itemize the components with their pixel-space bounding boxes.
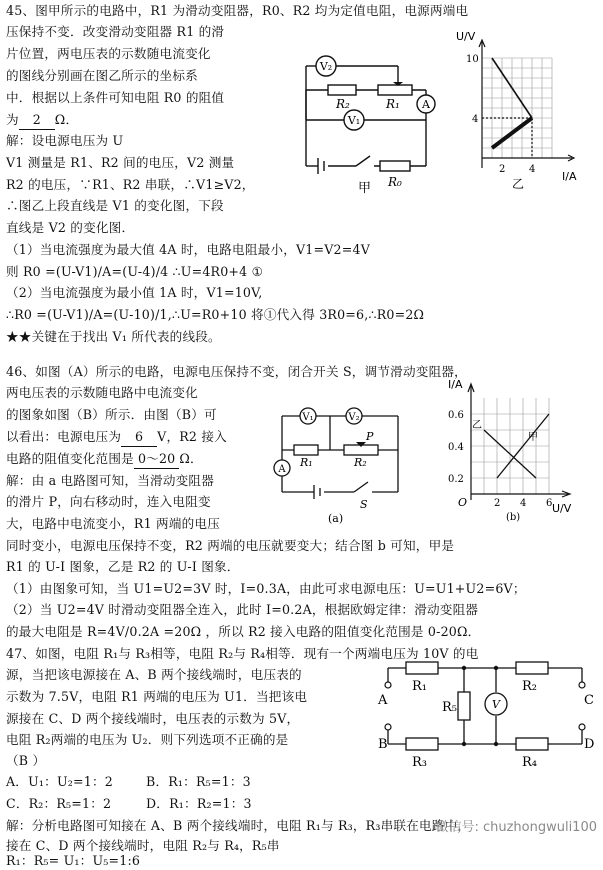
q45-line-6 bbox=[6, 111, 78, 130]
q45-r1-label: R₁ bbox=[386, 97, 400, 111]
q46-line-9: 同时变小，电源电压保持不变，R2 两端的电压就要变大；结合图 b 可知，甲是 bbox=[6, 538, 455, 553]
q46-caption-a: (a) bbox=[328, 512, 344, 525]
q47-r1-label: R₁ bbox=[412, 679, 427, 694]
q47-line-5: 电阻 R₂两端的电压为 U₂．则下列选项不正确的是 bbox=[6, 732, 289, 747]
q47-line-9: 接在 C、D 两个接线端时，电阻 R₂与 R₄，R₅串 bbox=[6, 838, 280, 853]
q46-line-11: （1）由图象可知，当 U1=U2=3V 时，I=0.3A，由此可求电源电压：U=U1+U2=6V； bbox=[6, 581, 526, 596]
q46-graph-xlabel: U/V bbox=[552, 502, 572, 515]
q47-line-4: 源接在 C、D 两个接线端时，电压表的示数为 5V， bbox=[6, 711, 300, 726]
q46-line-6: 解：由 a 电路图可知，当滑动变阻器 bbox=[6, 473, 215, 488]
q46-graph-x4: 4 bbox=[520, 498, 527, 509]
q46-graph-y02: 0.2 bbox=[448, 474, 464, 485]
q47-r2-label: R₂ bbox=[522, 679, 537, 694]
q45-graph-ylabel: U/V bbox=[456, 30, 476, 43]
q45-r2-label: R₂ bbox=[336, 97, 350, 111]
q45-line-12: （1）当电流强度为最大值 4A 时，电路电阻最小，V1=V2=4V bbox=[6, 242, 371, 257]
q46-line-10: R1 的 U-I 图象，乙是 R2 的 U-I 图象． bbox=[6, 559, 240, 574]
q46-graph-x6: 6 bbox=[546, 498, 553, 509]
q47-line-1: 47、如图，电阻 R₁与 R₃相等，电阻 R₂与 R₄相等．现有一个两端电压为 10V 的电 bbox=[6, 646, 479, 661]
q46-text-5b: Ω． bbox=[179, 451, 203, 466]
q47-line-6: （B ） bbox=[6, 753, 46, 768]
q46-line-4 bbox=[6, 428, 227, 447]
q46-answer-2: 0～20 bbox=[134, 450, 179, 469]
q45-line-11: 直线是 V2 的变化图． bbox=[6, 220, 135, 235]
q46-line-2: 两电压表的示数随电路中电流变化 bbox=[6, 385, 198, 400]
q45-line-15: ∴R0 =(U-V1)/A=(U-10)/1,∴U=R0+10 将①代入得 3R0=6,∴R0=2Ω bbox=[6, 307, 425, 322]
q47-terminal-c: C bbox=[584, 693, 594, 708]
q46-v1-label: V₁ bbox=[302, 412, 314, 423]
q45-prefix: 为 bbox=[6, 112, 19, 127]
q45-line-7: 解：设电源电压为 U bbox=[6, 133, 124, 148]
q46-circuit-a bbox=[268, 402, 414, 526]
q46-ammeter-label: A bbox=[278, 464, 286, 475]
q45-line-10: ∴图乙上段直线是 V1 的变化图，下段 bbox=[6, 198, 224, 213]
q46-graph-jia-label: 甲 bbox=[528, 432, 538, 443]
q47-line-3: 示数为 7.5V，电阻 R1 两端的电压为 U1．当把该电 bbox=[6, 689, 308, 704]
q47-circuit bbox=[372, 648, 598, 778]
q46-line-3: 的图象如图（B）所示．由图（B）可 bbox=[6, 407, 217, 422]
q46-line-1: 46、如图（A）所示的电路，电源电压保持不变，闭合开关 S，调节滑动变阻器， bbox=[6, 364, 467, 379]
q46-answer-1: 6 bbox=[121, 428, 157, 447]
q46-line-7: 的滑片 P，向右移动时，连入电阻变 bbox=[6, 494, 211, 509]
q45-graph-yi bbox=[452, 28, 602, 198]
q46-graph-origin: O bbox=[458, 496, 468, 509]
q45-graph-x2: 2 bbox=[499, 164, 506, 175]
q45-v1-label: V₁ bbox=[347, 114, 361, 127]
q45-caption-yi: 乙 bbox=[512, 177, 525, 191]
q45-line-5: 中．根据以上条件可知电阻 R0 的阻值 bbox=[6, 90, 225, 105]
q45-graph-x4: 4 bbox=[529, 164, 536, 175]
q45-line-16: ★★关键在于找出 V₁ 所代表的线段。 bbox=[6, 329, 221, 344]
q47-terminal-a: A bbox=[378, 693, 388, 708]
q45-line-9: R2 的电压，∵R1、R2 串联，∴V1≥V2， bbox=[6, 177, 255, 192]
q46-r2-label: R₂ bbox=[354, 456, 367, 469]
q46-r1-label: R₁ bbox=[300, 456, 313, 469]
q45-answer: 2 bbox=[19, 111, 55, 130]
q45-line-14: （2）当电流强度为最小值 1A 时，V1=10V, bbox=[6, 285, 263, 300]
q45-ammeter-label: A bbox=[422, 98, 430, 111]
q47-option-d: D．R₁：R₂=1：3 bbox=[146, 796, 252, 811]
q45-graph-y10: 10 bbox=[466, 54, 479, 65]
q46-graph-y06: 0.6 bbox=[448, 410, 464, 421]
q45-line-2: 压保持不变．改变滑动变阻器 R1 的滑 bbox=[6, 24, 225, 39]
q46-graph-y04: 0.4 bbox=[448, 442, 464, 453]
q45-graph-y4: 4 bbox=[472, 114, 479, 125]
q47-terminal-b: B bbox=[378, 737, 388, 752]
q46-graph-x2: 2 bbox=[494, 498, 501, 509]
q47-option-b: B．R₁：R₅=1：3 bbox=[146, 774, 251, 789]
q47-line-8: 解：分析电路图可知接在 A、B 两个接线端时，电阻 R₁与 R₃，R₃串联在电路中， bbox=[6, 818, 471, 833]
q46-p-label: P bbox=[366, 430, 374, 443]
q46-line-5 bbox=[6, 450, 203, 469]
q47-line-2: 源，当把该电源接在 A、B 两个接线端时，电压表的 bbox=[6, 667, 302, 682]
q45-caption-jia: 甲 bbox=[358, 181, 372, 196]
q47-option-c: C．R₂：R₅=1：2 bbox=[6, 796, 112, 811]
q47-option-a: A．U₁：U₂=1：2 bbox=[6, 774, 113, 789]
q45-circuit-jia bbox=[288, 42, 448, 198]
wechat-watermark: 微信号: chuzhongwuli100 bbox=[435, 820, 597, 835]
q46-caption-b: (b) bbox=[506, 512, 521, 523]
q47-r5-label: R₅ bbox=[442, 700, 457, 715]
q46-line-13: 的最大电阻是 R=4V/0.2A =20Ω ，所以 R2 接入电路的阻值变化范围是 0-20Ω． bbox=[6, 624, 481, 639]
q45-line-13: 则 R0 =(U-V1)/A=(U-4)/4 ∴U=4R0+4 ① bbox=[6, 264, 264, 279]
q46-graph-yi-label: 乙 bbox=[472, 420, 482, 431]
q47-line-10: R₁：R₅= U₁：U₅=1:6 bbox=[6, 853, 141, 868]
q47-terminal-d: D bbox=[584, 737, 595, 752]
q45-suffix: Ω． bbox=[54, 112, 79, 127]
q46-graph-ylabel: I/A bbox=[448, 378, 463, 391]
q47-r4-label: R₄ bbox=[522, 755, 537, 770]
q46-v2-label: V₂ bbox=[348, 412, 360, 423]
q45-v2-label: V₂ bbox=[319, 60, 333, 73]
q47-r3-label: R₃ bbox=[412, 755, 427, 770]
q45-line-8: V1 测量是 R1、R2 间的电压，V2 测量 bbox=[6, 155, 235, 170]
q46-graph-b bbox=[444, 378, 594, 526]
q45-line-4: 的图线分别画在图乙所示的坐标系 bbox=[6, 68, 198, 83]
q45-graph-xlabel: I/A bbox=[562, 170, 577, 183]
q46-s-label: S bbox=[360, 498, 368, 511]
q46-text-5a: 电路的阻值变化范围是 bbox=[6, 451, 134, 466]
q47-voltmeter-label: V bbox=[492, 698, 500, 711]
q45-line-1: 45、图甲所示的电路中，R1 为滑动变阻器，R0、R2 均为定值电阻，电源两端电 bbox=[6, 3, 469, 18]
q46-text-4b: V，R2 接入 bbox=[157, 429, 227, 444]
q46-line-8: 大，电路中电流变小，R1 两端的电压 bbox=[6, 516, 221, 531]
q46-line-12: （2）当 U2=4V 时滑动变阻器全连入，此时 I=0.2A，根据欧姆定律：滑动变阻器 bbox=[6, 602, 479, 617]
q45-r0-label: R₀ bbox=[388, 175, 402, 189]
q45-line-3: 片位置，两电压表的示数随电流变化 bbox=[6, 46, 211, 61]
q46-text-4a: 以看出：电源电压为 bbox=[6, 429, 122, 444]
